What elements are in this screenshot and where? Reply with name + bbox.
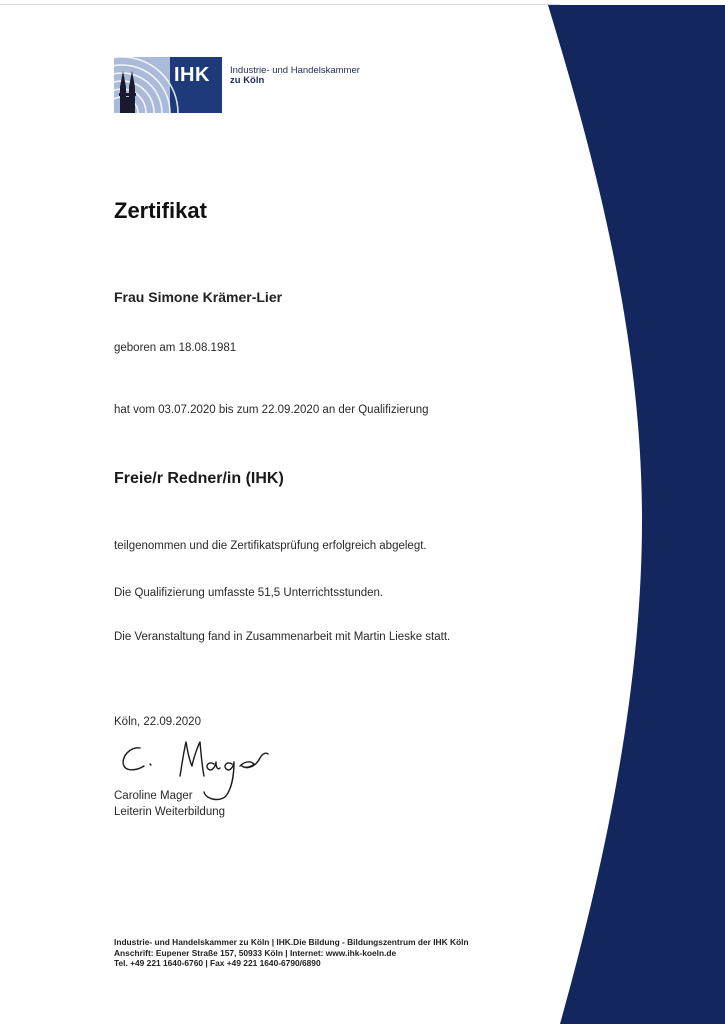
partner-text: Die Veranstaltung fand in Zusammenarbeit mit Martin Lieske statt.	[114, 631, 451, 643]
signer-title: Leiterin Weiterbildung	[114, 806, 226, 818]
hours-text: Die Qualifizierung umfasste 51,5 Unterrichtsstunden.	[114, 587, 384, 599]
footer-line3: Tel. +49 221 1640-6760 | Fax +49 221 1640-6790/6890	[114, 958, 321, 968]
logo-acronym: IHK	[174, 64, 210, 86]
recipient-name: Frau Simone Krämer-Lier	[114, 289, 283, 305]
period-text: hat vom 03.07.2020 bis zum 22.09.2020 an der Qualifizierung	[114, 404, 429, 416]
footer-contact	[114, 937, 469, 969]
footer-line2: Anschrift: Eupener Straße 157, 50933 Köln | Internet: www.ihk-koeln.de	[114, 947, 397, 958]
course-title: Freie/r Redner/in (IHK)	[114, 470, 284, 487]
certificate-title: Zertifikat	[114, 198, 207, 223]
result-text: teilgenommen und die Zertifikatsprüfung erfolgreich abgelegt.	[114, 540, 427, 552]
signer-name: Caroline Mager	[114, 790, 193, 802]
logo-name-line2: zu Köln	[230, 75, 265, 86]
footer-line1: Industrie- und Handelskammer zu Köln | IHK.Die Bildung - Bildungszentrum der IHK Köln	[114, 937, 469, 947]
place-date: Köln, 22.09.2020	[114, 716, 201, 728]
ihk-logo	[114, 57, 374, 113]
birth-date-text: geboren am 18.08.1981	[114, 342, 237, 354]
logo-institution-name	[230, 66, 360, 86]
logo-name-line1: Industrie- und Handelskammer	[230, 65, 360, 76]
